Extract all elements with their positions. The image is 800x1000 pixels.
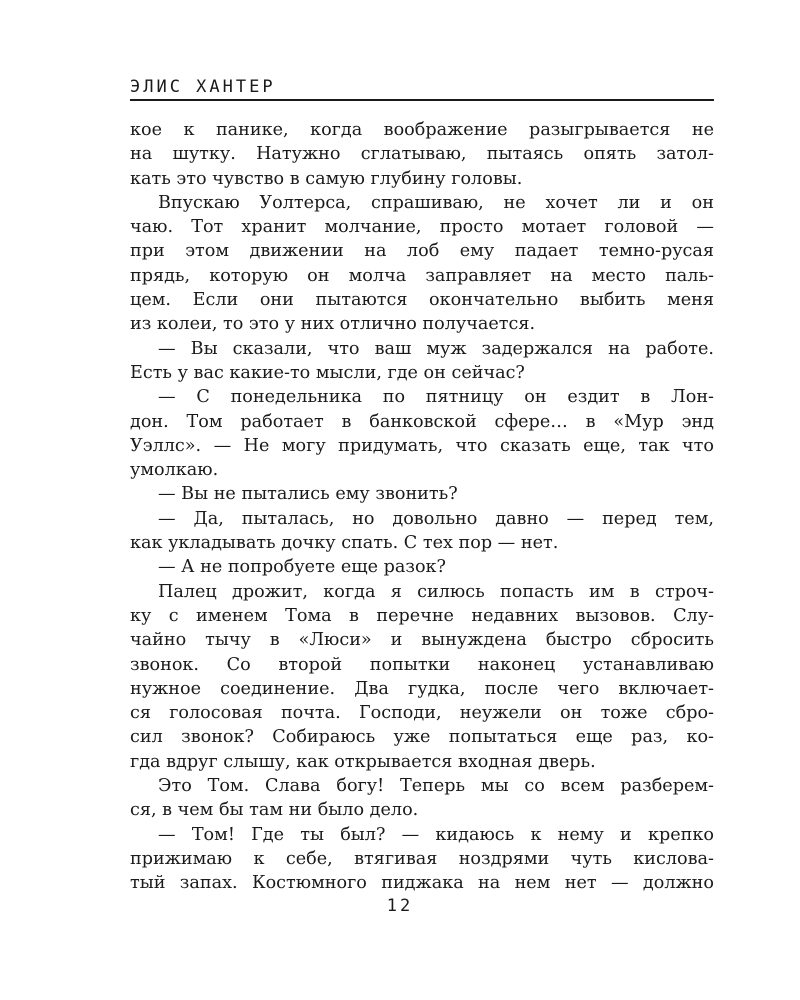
text-line: нужное соединение. Два гудка, после чего включает-	[130, 678, 714, 699]
text-line: прижимаю к себе, втягивая ноздрями чуть кислова-	[130, 848, 714, 869]
text-line: звонок. Со второй попытки наконец устанавливаю	[130, 654, 714, 675]
text-line: — Вы сказали, что ваш муж задержался на работе.	[158, 338, 714, 359]
page-number: 12	[386, 896, 414, 916]
running-head-title: ЭЛИС ХАНТЕР	[130, 77, 276, 97]
text-line: Впускаю Уолтерса, спрашиваю, не хочет ли и он	[158, 192, 714, 213]
text-line: цем. Если они пытаются окончательно выбить меня	[130, 290, 714, 311]
text-line: гда вдруг слышу, как открывается входная дверь.	[130, 751, 596, 772]
text-line: Уэллс». — Не могу придумать, что сказать еще, так что	[130, 435, 714, 456]
text-line: ся голосовая почта. Господи, неужели он тоже сбро-	[130, 703, 714, 724]
text-line: из колеи, то это у них отлично получается.	[130, 314, 536, 335]
text-line: ку с именем Тома в перечне недавних вызовов. Слу-	[130, 605, 714, 626]
text-line: Палец дрожит, когда я силюсь попасть им в строч-	[158, 581, 714, 602]
text-line: чаю. Тот хранит молчание, просто мотает головой —	[130, 217, 714, 238]
body-text	[130, 118, 714, 896]
text-line: сил звонок? Собираюсь уже попытаться еще раз, ко-	[130, 727, 714, 748]
text-line: Это Том. Слава богу! Теперь мы со всем разберем-	[158, 776, 714, 797]
text-line: — Вы не пытались ему звонить?	[158, 484, 458, 505]
text-line: — А не попробуете еще разок?	[158, 557, 446, 578]
text-line: чайно тычу в «Люси» и вынуждена быстро сбросить	[130, 630, 714, 651]
text-line: умолкаю.	[130, 460, 219, 481]
text-line: при этом движении на лоб ему падает темно-русая	[130, 241, 714, 262]
text-line: кое к панике, когда воображение разыгрывается не	[130, 120, 714, 140]
text-line: ся, в чем бы там ни было дело.	[130, 800, 419, 821]
text-line: тый запах. Костюмного пиджака на нем нет — должно	[130, 873, 714, 894]
text-line: — Да, пыталась, но довольно давно — перед тем,	[158, 508, 714, 529]
text-line: дон. Том работает в банковской сфере… в «Мур энд	[130, 411, 714, 432]
text-line: прядь, которую он молча заправляет на место паль-	[130, 265, 714, 286]
text-line: на шутку. Натужно сглатываю, пытаясь опять затол-	[130, 144, 714, 165]
text-line: кать это чувство в самую глубину головы.	[130, 168, 523, 189]
text-line: Есть у вас какие-то мысли, где он сейчас?	[130, 362, 525, 383]
text-line: — Том! Где ты был? — кидаюсь к нему и крепко	[158, 824, 714, 845]
header-rule	[130, 99, 714, 101]
text-line: как укладывать дочку спать. С тех пор — нет.	[130, 533, 559, 554]
text-line: — С понедельника по пятницу он ездит в Лон-	[158, 387, 714, 408]
